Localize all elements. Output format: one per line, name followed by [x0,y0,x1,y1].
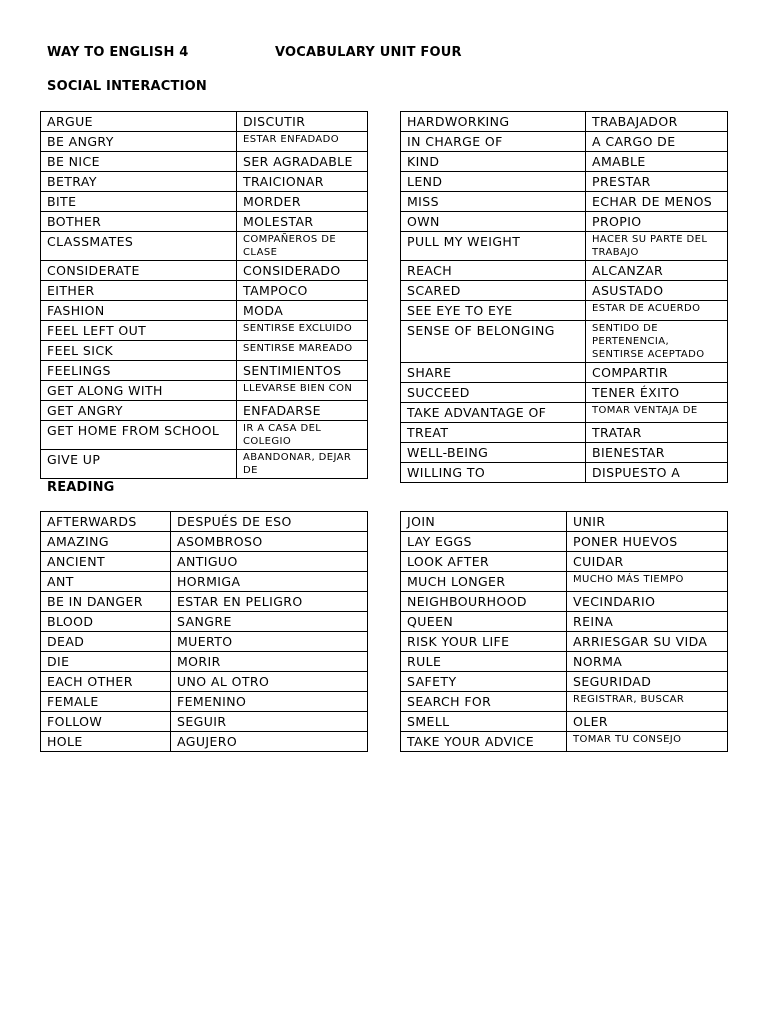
vocab-row [41,301,368,321]
english-term: GIVE UP [41,450,237,479]
spanish-translation: CONSIDERADO [237,261,368,281]
vocab-row [41,172,368,192]
spanish-translation: MOLESTAR [237,212,368,232]
vocab-row [401,261,728,281]
spanish-translation: ECHAR DE MENOS [586,192,728,212]
english-term: IN CHARGE OF [401,132,586,152]
english-term: BE NICE [41,152,237,172]
english-term: TREAT [401,423,586,443]
spanish-translation: A CARGO DE [586,132,728,152]
vocab-row [41,612,368,632]
spanish-translation: ASUSTADO [586,281,728,301]
spanish-translation: IR A CASA DEL COLEGIO [237,421,368,450]
english-term: BITE [41,192,237,212]
spanish-translation: ENFADARSE [237,401,368,421]
vocab-row [401,301,728,321]
english-term: JOIN [401,512,567,532]
spanish-translation: BIENESTAR [586,443,728,463]
vocab-row [41,512,368,532]
english-term: EACH OTHER [41,672,171,692]
english-term: FEMALE [41,692,171,712]
vocab-row [41,261,368,281]
section-heading-reading: READING [47,480,115,495]
vocab-row [401,112,728,132]
spanish-translation: SENTIRSE MAREADO [237,341,368,361]
english-term: SHARE [401,363,586,383]
english-term: BETRAY [41,172,237,192]
vocab-row [401,172,728,192]
vocab-row [401,652,728,672]
spanish-translation: NORMA [567,652,728,672]
english-term: AMAZING [41,532,171,552]
spanish-translation: ARRIESGAR SU VIDA [567,632,728,652]
vocab-row [41,572,368,592]
spanish-translation: TRATAR [586,423,728,443]
english-term: GET ALONG WITH [41,381,237,401]
english-term: ARGUE [41,112,237,132]
spanish-translation: SER AGRADABLE [237,152,368,172]
spanish-translation: MUERTO [171,632,368,652]
vocab-table-social-right [400,111,728,483]
unit-title: VOCABULARY UNIT FOUR [275,45,462,60]
vocab-row [41,592,368,612]
vocab-row [41,341,368,361]
spanish-translation: AMABLE [586,152,728,172]
vocab-table-social-left [40,111,368,479]
spanish-translation: MUCHO MÁS TIEMPO [567,572,728,592]
english-term: KIND [401,152,586,172]
spanish-translation: HORMIGA [171,572,368,592]
spanish-translation: TOMAR VENTAJA DE [586,403,728,423]
spanish-translation: TENER ÉXITO [586,383,728,403]
spanish-translation: LLEVARSE BIEN CON [237,381,368,401]
vocab-row [41,212,368,232]
english-term: HOLE [41,732,171,752]
vocab-row [41,152,368,172]
english-term: REACH [401,261,586,281]
vocab-row [41,281,368,301]
spanish-translation: ESTAR EN PELIGRO [171,592,368,612]
spanish-translation: ASOMBROSO [171,532,368,552]
spanish-translation: MORDER [237,192,368,212]
vocab-row [401,192,728,212]
spanish-translation: OLER [567,712,728,732]
english-term: BE IN DANGER [41,592,171,612]
vocab-row [401,152,728,172]
vocab-row [401,463,728,483]
spanish-translation: ALCANZAR [586,261,728,281]
spanish-translation: SENTIRSE EXCLUIDO [237,321,368,341]
vocab-row [401,632,728,652]
vocab-row [401,712,728,732]
vocab-row [401,592,728,612]
spanish-translation: DESPUÉS DE ESO [171,512,368,532]
english-term: DIE [41,652,171,672]
english-term: OWN [401,212,586,232]
vocab-row [41,321,368,341]
vocab-row [401,132,728,152]
vocab-row [41,421,368,450]
spanish-translation: REINA [567,612,728,632]
english-term: SMELL [401,712,567,732]
vocab-row [401,552,728,572]
spanish-translation: UNIR [567,512,728,532]
english-term: SAFETY [401,672,567,692]
english-term: DEAD [41,632,171,652]
spanish-translation: FEMENINO [171,692,368,712]
vocab-table-reading-right [400,511,728,752]
vocab-row [401,383,728,403]
english-term: FEEL SICK [41,341,237,361]
spanish-translation: SENTIDO DE PERTENENCIA, SENTIRSE ACEPTADO [586,321,728,363]
english-term: WILLING TO [401,463,586,483]
vocab-row [401,612,728,632]
english-term: SCARED [401,281,586,301]
english-term: PULL MY WEIGHT [401,232,586,261]
english-term: ANT [41,572,171,592]
english-term: CONSIDERATE [41,261,237,281]
spanish-translation: TRAICIONAR [237,172,368,192]
english-term: TAKE ADVANTAGE OF [401,403,586,423]
spanish-translation: HACER SU PARTE DEL TRABAJO [586,232,728,261]
spanish-translation: AGUJERO [171,732,368,752]
spanish-translation: TAMPOCO [237,281,368,301]
english-term: EITHER [41,281,237,301]
spanish-translation: DISCUTIR [237,112,368,132]
vocab-row [401,672,728,692]
vocab-row [41,552,368,572]
spanish-translation: COMPARTIR [586,363,728,383]
vocab-row [41,192,368,212]
vocab-row [401,732,728,752]
spanish-translation: SANGRE [171,612,368,632]
english-term: LAY EGGS [401,532,567,552]
vocab-row [41,401,368,421]
vocab-row [401,692,728,712]
vocab-row [401,321,728,363]
vocab-row [41,381,368,401]
spanish-translation: VECINDARIO [567,592,728,612]
vocab-row [401,403,728,423]
vocab-row [401,572,728,592]
spanish-translation: UNO AL OTRO [171,672,368,692]
vocab-row [41,712,368,732]
english-term: GET ANGRY [41,401,237,421]
english-term: MISS [401,192,586,212]
spanish-translation: ESTAR ENFADADO [237,132,368,152]
english-term: WELL-BEING [401,443,586,463]
vocab-row [41,732,368,752]
spanish-translation: CUIDAR [567,552,728,572]
vocab-row [401,232,728,261]
english-term: BE ANGRY [41,132,237,152]
english-term: FOLLOW [41,712,171,732]
english-term: SEE EYE TO EYE [401,301,586,321]
english-term: AFTERWARDS [41,512,171,532]
english-term: SEARCH FOR [401,692,567,712]
spanish-translation: REGISTRAR, BUSCAR [567,692,728,712]
spanish-translation: PONER HUEVOS [567,532,728,552]
vocab-row [401,423,728,443]
spanish-translation: ESTAR DE ACUERDO [586,301,728,321]
spanish-translation: SENTIMIENTOS [237,361,368,381]
english-term: FEEL LEFT OUT [41,321,237,341]
vocab-row [41,112,368,132]
section-heading-social-interaction: SOCIAL INTERACTION [47,79,207,94]
vocab-table-reading-left [40,511,368,752]
spanish-translation: SEGUIR [171,712,368,732]
spanish-translation: TRABAJADOR [586,112,728,132]
english-term: NEIGHBOURHOOD [401,592,567,612]
vocab-row [401,212,728,232]
english-term: FASHION [41,301,237,321]
english-term: LOOK AFTER [401,552,567,572]
english-term: MUCH LONGER [401,572,567,592]
book-title: WAY TO ENGLISH 4 [47,45,189,60]
spanish-translation: PRESTAR [586,172,728,192]
spanish-translation: SEGURIDAD [567,672,728,692]
english-term: TAKE YOUR ADVICE [401,732,567,752]
spanish-translation: ABANDONAR, DEJAR DE [237,450,368,479]
english-term: RULE [401,652,567,672]
vocab-row [41,361,368,381]
vocab-row [41,652,368,672]
spanish-translation: DISPUESTO A [586,463,728,483]
spanish-translation: MORIR [171,652,368,672]
english-term: LEND [401,172,586,192]
english-term: GET HOME FROM SCHOOL [41,421,237,450]
english-term: FEELINGS [41,361,237,381]
vocab-row [41,632,368,652]
english-term: SUCCEED [401,383,586,403]
vocab-row [41,132,368,152]
english-term: SENSE OF BELONGING [401,321,586,363]
spanish-translation: PROPIO [586,212,728,232]
english-term: ANCIENT [41,552,171,572]
vocab-row [401,363,728,383]
english-term: CLASSMATES [41,232,237,261]
vocab-row [401,443,728,463]
english-term: RISK YOUR LIFE [401,632,567,652]
spanish-translation: MODA [237,301,368,321]
vocab-row [401,512,728,532]
english-term: BLOOD [41,612,171,632]
vocab-row [41,692,368,712]
english-term: QUEEN [401,612,567,632]
vocab-row [41,450,368,479]
spanish-translation: ANTIGUO [171,552,368,572]
vocab-row [41,532,368,552]
spanish-translation: COMPAÑEROS DE CLASE [237,232,368,261]
english-term: BOTHER [41,212,237,232]
vocab-row [41,672,368,692]
vocab-row [41,232,368,261]
vocab-row [401,532,728,552]
vocab-row [401,281,728,301]
english-term: HARDWORKING [401,112,586,132]
spanish-translation: TOMAR TU CONSEJO [567,732,728,752]
